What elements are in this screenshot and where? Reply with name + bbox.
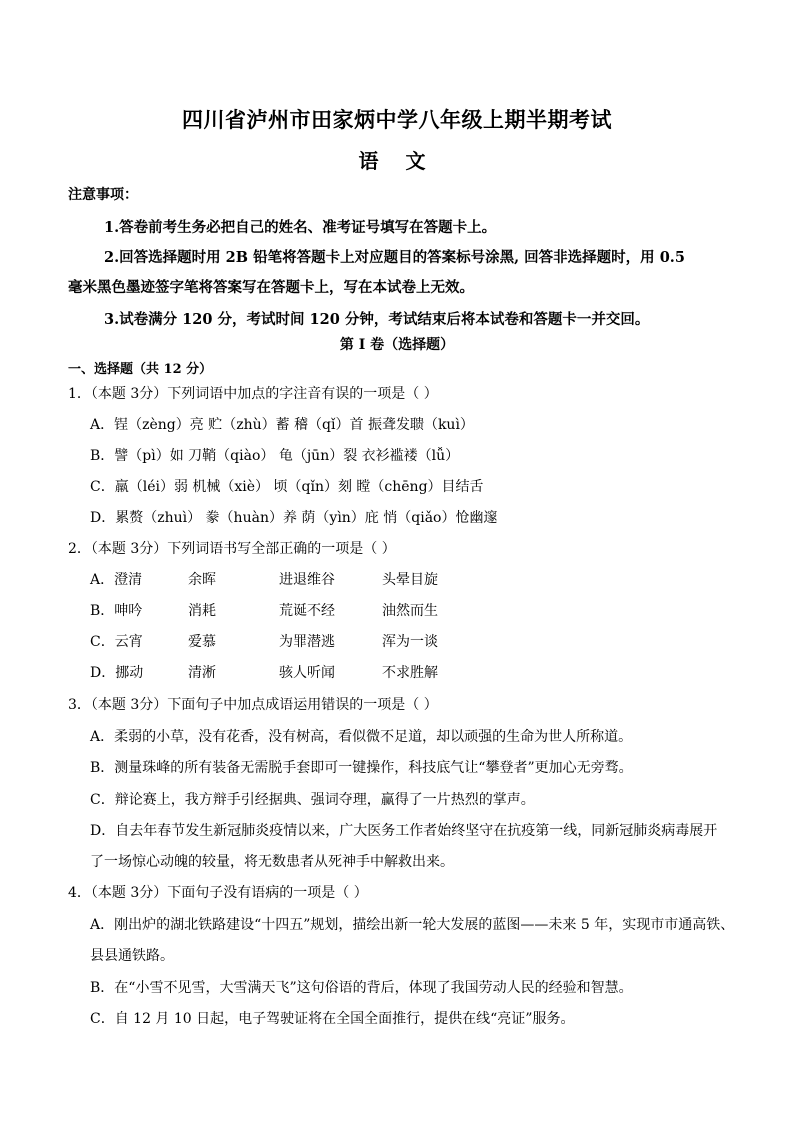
option: C．自 12 月 10 日起，电子驾驶证将在全国全面推行，提供在线“亮证”服务。	[90, 1011, 575, 1027]
option-word: 骇人听闻	[279, 665, 335, 681]
option-word: 头晕目旋	[382, 572, 438, 588]
option: A．柔弱的小草，没有花香，没有树高，看似微不足道，却以顽强的生命为世人所称道。	[90, 729, 633, 745]
option-word: 清淅	[188, 665, 216, 681]
option-word: 荒诞不经	[279, 603, 335, 619]
question-stem: 4．（本题 3分）下面句子没有语病的一项是（ ）	[68, 885, 368, 901]
question-stem: 2．（本题 3分）下列词语书写全部正确的一项是（ ）	[68, 541, 396, 557]
note-item: 3.试卷满分 120 分，考试时间 120 分钟，考试结束后将本试卷和答题卡一并交回。	[104, 311, 650, 328]
option-word: 浑为一谈	[382, 634, 438, 650]
note-item: 2.回答选择题时用 2B 铅笔将答题卡上对应题目的答案标号涂黑, 回答非选择题时，用 0.5	[104, 249, 685, 266]
option-word: 油然而生	[382, 603, 438, 619]
option-word: 爱慕	[188, 634, 216, 650]
option-word: 为罪潜逃	[279, 634, 335, 650]
section-title: 第 I 卷（选择题）	[339, 337, 455, 353]
option: B．譬（pì）如 刀鞘（qiào） 龟（jūn）裂 衣衫褴褛（lǚ）	[90, 448, 460, 464]
option-word: C．云宵	[90, 634, 143, 650]
option-word: 进退维谷	[279, 572, 335, 588]
option: B．在“小雪不见雪，大雪满天飞”这句俗语的背后，体现了我国劳动人民的经验和智慧。	[90, 980, 633, 996]
option-word: D．挪动	[90, 665, 144, 681]
option-word: 不求胜解	[382, 665, 438, 681]
option: C．羸（léi）弱 机械（xiè） 顷（qǐn）刻 瞠（chēng）目结舌	[90, 479, 484, 495]
note-item: 毫米黑色墨迹签字笔将答案写在答题卡上，写在本试卷上无效。	[68, 279, 474, 296]
option: D．累赘（zhuì） 豢（huàn）养 荫（yìn）庇 悄（qiǎo）怆幽邃	[90, 510, 498, 526]
part-heading: 一、选择题（共 12 分）	[68, 362, 213, 377]
option-continuation: 了一场惊心动魄的较量，将无数患者从死神手中解救出来。	[90, 854, 454, 870]
option-continuation: 县县通铁路。	[90, 948, 174, 964]
option: A．锃（zèng）亮 贮（zhù）蓄 稽（qǐ）首 振聋发聩（kuì）	[90, 417, 474, 433]
option: C．辩论赛上，我方辩手引经据典、强词夺理，赢得了一片热烈的掌声。	[90, 792, 535, 808]
exam-subject: 语 文	[358, 149, 436, 173]
option: B．测量珠峰的所有装备无需脱手套即可一键操作，科技底气让“攀登者”更加心无旁骛。	[90, 760, 633, 776]
question-stem: 1．（本题 3分）下列词语中加点的字注音有误的一项是（ ）	[68, 386, 438, 402]
notes-heading: 注意事项：	[68, 187, 138, 203]
option-word: 消耗	[188, 603, 216, 619]
option: A．刚出炉的湖北铁路建设“十四五”规划，描绘出新一轮大发展的蓝图——未来 5 年，实现市市通高铁、	[90, 917, 735, 933]
note-item: 1.答卷前考生务必把自己的姓名、准考证号填写在答题卡上。	[104, 219, 497, 236]
exam-title: 四川省泸州市田家炳中学八年级上期半期考试	[182, 107, 612, 132]
question-stem: 3．（本题 3分）下面句子中加点成语运用错误的一项是（ ）	[68, 697, 438, 713]
option-word: 余晖	[188, 572, 216, 588]
option-word: B．呻吟	[90, 603, 143, 619]
option-word: A．澄清	[90, 572, 143, 588]
option: D．自去年春节发生新冠肺炎疫情以来，广大医务工作者始终坚守在抗疫第一线，同新冠肺炎病毒展开	[90, 823, 718, 839]
